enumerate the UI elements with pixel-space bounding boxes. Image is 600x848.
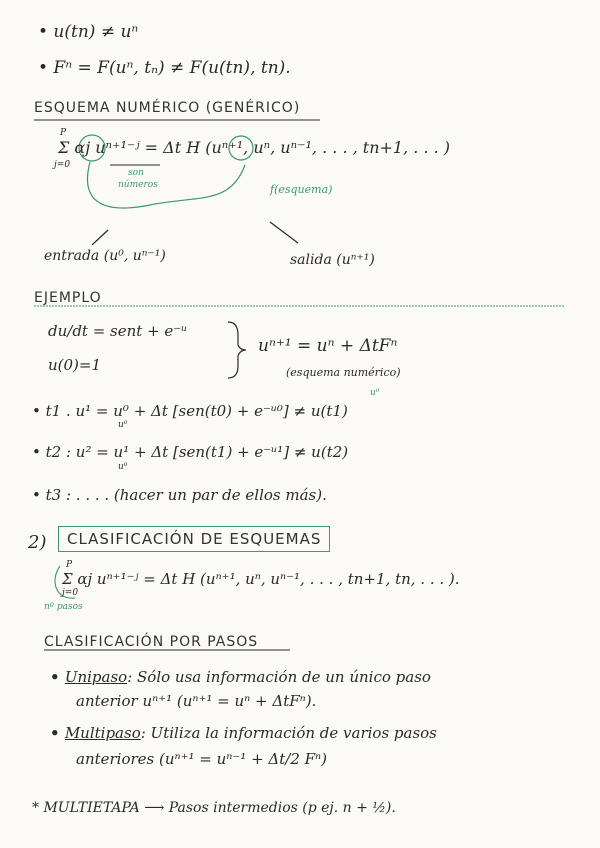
t2-note: u⁰ <box>118 462 128 472</box>
multipaso-text-2: anteriores (uⁿ⁺¹ = uⁿ⁻¹ + Δt/2 Fⁿ) <box>76 750 327 768</box>
schema-title: ESQUEMA NUMÉRICO (GENÉRICO) <box>34 100 301 116</box>
line-fn: • Fⁿ = F(uⁿ, tₙ) ≠ F(u(tn), tn). <box>38 58 291 78</box>
bullet-icon: • <box>50 724 65 742</box>
entrada-label: entrada (u⁰, uⁿ⁻¹) <box>44 248 166 264</box>
t1-note-a: u⁰ <box>370 388 380 398</box>
line-u-tn: • u(tn) ≠ uⁿ <box>38 22 139 42</box>
pasos-title: CLASIFICACIÓN POR PASOS <box>44 634 259 650</box>
t1-line: • t1 . u¹ = u⁰ + Δt [sen(t0) + e⁻ᵘ⁰] ≠ u(t1) <box>32 402 348 420</box>
ode-equation: du/dt = sent + e⁻ᵘ <box>48 322 188 340</box>
t3-line: • t3 : . . . . (hacer un par de ellos más). <box>32 486 327 504</box>
t2-line: • t2 : u² = u¹ + Δt [sen(t1) + e⁻ᵘ¹] ≠ u(t2) <box>32 443 349 461</box>
sum2-top: P <box>66 560 73 570</box>
salida-label: salida (uⁿ⁺¹) <box>290 252 375 268</box>
unipaso-item <box>50 668 431 686</box>
section-number: 2) <box>28 532 47 553</box>
unipaso-text-2: anterior uⁿ⁺¹ (uⁿ⁺¹ = uⁿ + ΔtFⁿ). <box>76 692 317 710</box>
unipaso-text-1: : Sólo usa información de un único paso <box>127 668 431 686</box>
coef-note-2: números <box>118 180 158 190</box>
bullet-icon: • <box>50 668 65 686</box>
t1-note-b: u⁰ <box>118 420 128 430</box>
ejemplo-title: EJEMPLO <box>34 290 102 306</box>
pasos-note: nº pasos <box>44 602 83 612</box>
sum-expression: Σ αj uⁿ⁺¹⁻ʲ = Δt H (uⁿ⁺¹, uⁿ, uⁿ⁻¹, . . . , tn+1, . . . ) <box>58 138 451 157</box>
sum-bottom: j=0 <box>54 160 71 170</box>
scheme-equation: uⁿ⁺¹ = uⁿ + ΔtFⁿ <box>258 336 398 356</box>
scheme-note: (esquema numérico) <box>286 366 401 379</box>
sum2-bottom: j=0 <box>62 588 79 598</box>
classification-title: CLASIFICACIÓN DE ESQUEMAS <box>58 526 330 552</box>
unipaso-label: Unipaso <box>64 668 128 686</box>
multietapa-note: * MULTIETAPA ⟶ Pasos intermedios (p ej. n + ½). <box>32 800 396 816</box>
sum2-expression: Σ αj uⁿ⁺¹⁻ʲ = Δt H (uⁿ⁺¹, uⁿ, uⁿ⁻¹, . . . , tn+1, tn, . . . ). <box>62 570 460 588</box>
multipaso-item <box>50 724 437 742</box>
ode-initial: u(0)=1 <box>48 356 102 374</box>
coef-note-1: son <box>128 168 144 178</box>
fn-note: f(esquema) <box>270 183 333 196</box>
multipaso-label: Multipaso <box>64 724 141 742</box>
multipaso-text-1: : Utiliza la información de varios pasos <box>140 724 437 742</box>
sum-top: P <box>60 128 67 138</box>
